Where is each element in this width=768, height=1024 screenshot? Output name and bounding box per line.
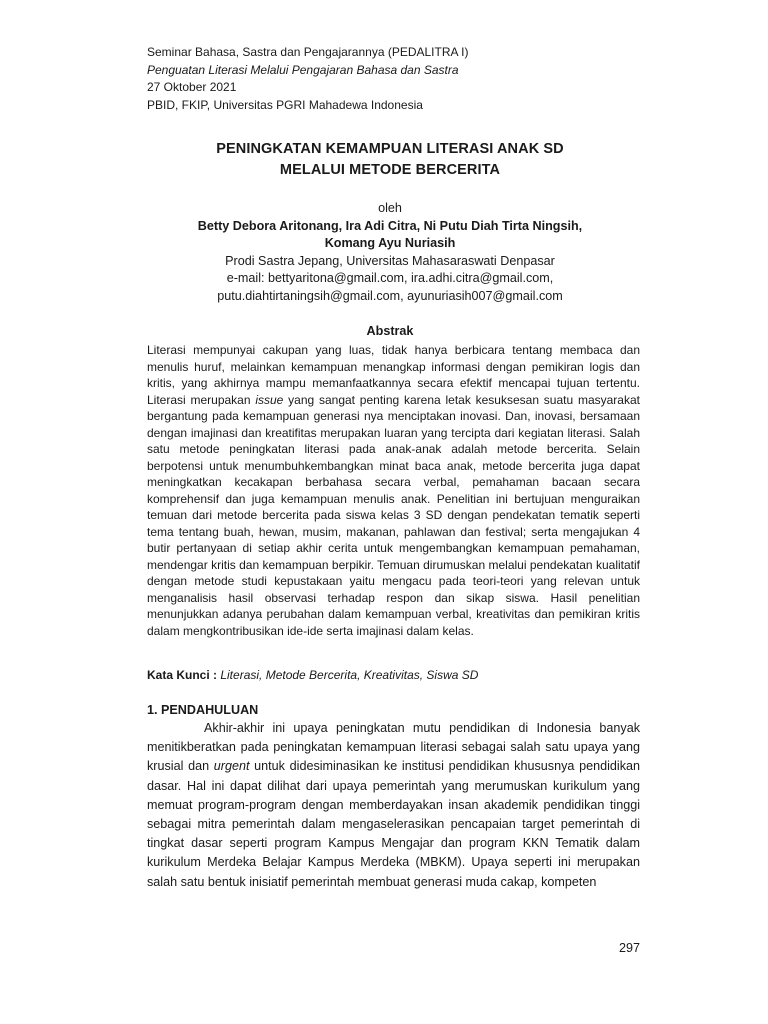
title-line-1: PENINGKATAN KEMAMPUAN LITERASI ANAK SD (216, 141, 564, 157)
body-italic-term: urgent (213, 759, 250, 774)
by-label: oleh (378, 201, 402, 215)
authors-line-1: Betty Debora Aritonang, Ira Adi Citra, Ni Putu Diah Tirta Ningsih, (197, 218, 583, 233)
abstract-text-1: Literasi mempunyai cakupan yang luas, tidak hanya berbicara tentang membaca dan menulis huruf, melainkan kemampuan menangkap informasi dengan pemikiran logis dan kritis, yang akhirnya mampu memanfaatkannya secara efektif mencapai tujuan tertentu. Literasi merupakan (147, 343, 640, 407)
abstract-body (147, 342, 640, 639)
keywords-label: Kata Kunci : (147, 668, 221, 682)
affiliation: Prodi Sastra Jepang, Universitas Mahasaraswati Denpasar (225, 253, 555, 268)
running-header (147, 44, 627, 114)
authors-line-2: Komang Ayu Nuriasih (324, 236, 456, 250)
abstract-italic-term: issue (255, 392, 284, 407)
email-line-2: putu.diahtirtaningsih@gmail.com, ayunuriasih007@gmail.com (217, 288, 563, 303)
title-line-2: MELALUI METODE BERCERITA (279, 162, 501, 178)
body-paragraph (147, 719, 640, 892)
paper-title (140, 139, 640, 181)
seminar-name: Seminar Bahasa, Sastra dan Pengajarannya (PEDALITRA I) (147, 45, 469, 59)
page-number: 297 (618, 941, 640, 955)
body-text-1: Akhir-akhir ini upaya peningkatan mutu pendidikan di Indonesia banyak menitikberatkan pada peningkatan kemampuan literasi sebagai salah satu upaya yang krusial dan (147, 721, 640, 774)
email-line-1: e-mail: bettyaritona@gmail.com, ira.adhi.citra@gmail.com, (226, 271, 554, 285)
byline (140, 200, 640, 305)
body-text-2: untuk didesiminasikan ke institusi pendidikan khususnya pendidikan dasar. Hal ini dapat dilihat dari upaya pemerintah yang merumuskan kurikulum yang memuat program-program dengan memberdayakan insan akademik pendidikan tinggi sebagai mitra pemerintah dalam mengaselerasikan pencapaian target pemerintah di tingkat dasar seperti program Kampus Mengajar dan program KKN Tematik dalam kurikulum Merdeka Belajar Kampus Merdeka (MBKM). Upaya seperti ini merupakan salah satu bentuk inisiatif pemerintah membuat generasi muda cakap, kompeten (147, 759, 640, 889)
seminar-theme: Penguatan Literasi Melalui Pengajaran Bahasa dan Sastra (147, 62, 459, 77)
keywords (147, 668, 640, 682)
abstract-text-2: yang sangat penting karena letak kesuksesan suatu masyarakat bergantung pada kemampuan generasi nya menciptakan inovasi. Dan, inovasi, bersamaan dengan imajinasi dan kreatifitas merupakan luaran yang tercipta dari kegiatan literasi. Salah satu metode peningkatan literasi pada anak-anak adalah metode bercerita. Selain berpotensi untuk menumbuhkembangkan minat baca anak, metode bercerita juga dapat meningkatkan kecakapan berbahasa secara verbal, pemahaman bacaan secara komprehensif dan juga kemampuan menulis anak. Penelitian ini bertujuan menguraikan temuan dari metode bercerita pada siswa kelas 3 SD dengan pendekatan tematik seperti tema tentang buah, hewan, musim, makanan, pahlawan dan festival; serta mengajukan 4 butir pertanyaan di setiap akhir cerita untuk mengembangkan kemampuan pemahaman, mendengar kritis dan kemampuan berpikir. Temuan dirumuskan melalui pendekatan kualitatif dengan metode studi kepustakaan yaitu mengacu pada teori-teori yang relevan untuk menganalisis hasil observasi terhadap respon dan sikap siswa. Hasil penelitian menunjukkan adanya perubahan dalam kemampuan verbal, kreativitas dan pemikiran kritis dalam mengkontribusikan ide-ide serta imajinasi dalam kelas. (147, 392, 640, 638)
seminar-venue: PBID, FKIP, Universitas PGRI Mahadewa Indonesia (147, 97, 423, 112)
keywords-values: Literasi, Metode Bercerita, Kreativitas, Siswa SD (220, 668, 479, 682)
section-heading: 1. PENDAHULUAN (147, 703, 259, 717)
abstract-paragraph (147, 342, 640, 639)
section-body (147, 719, 640, 892)
abstract-heading: Abstrak (366, 324, 414, 338)
seminar-date: 27 Oktober 2021 (147, 80, 237, 94)
